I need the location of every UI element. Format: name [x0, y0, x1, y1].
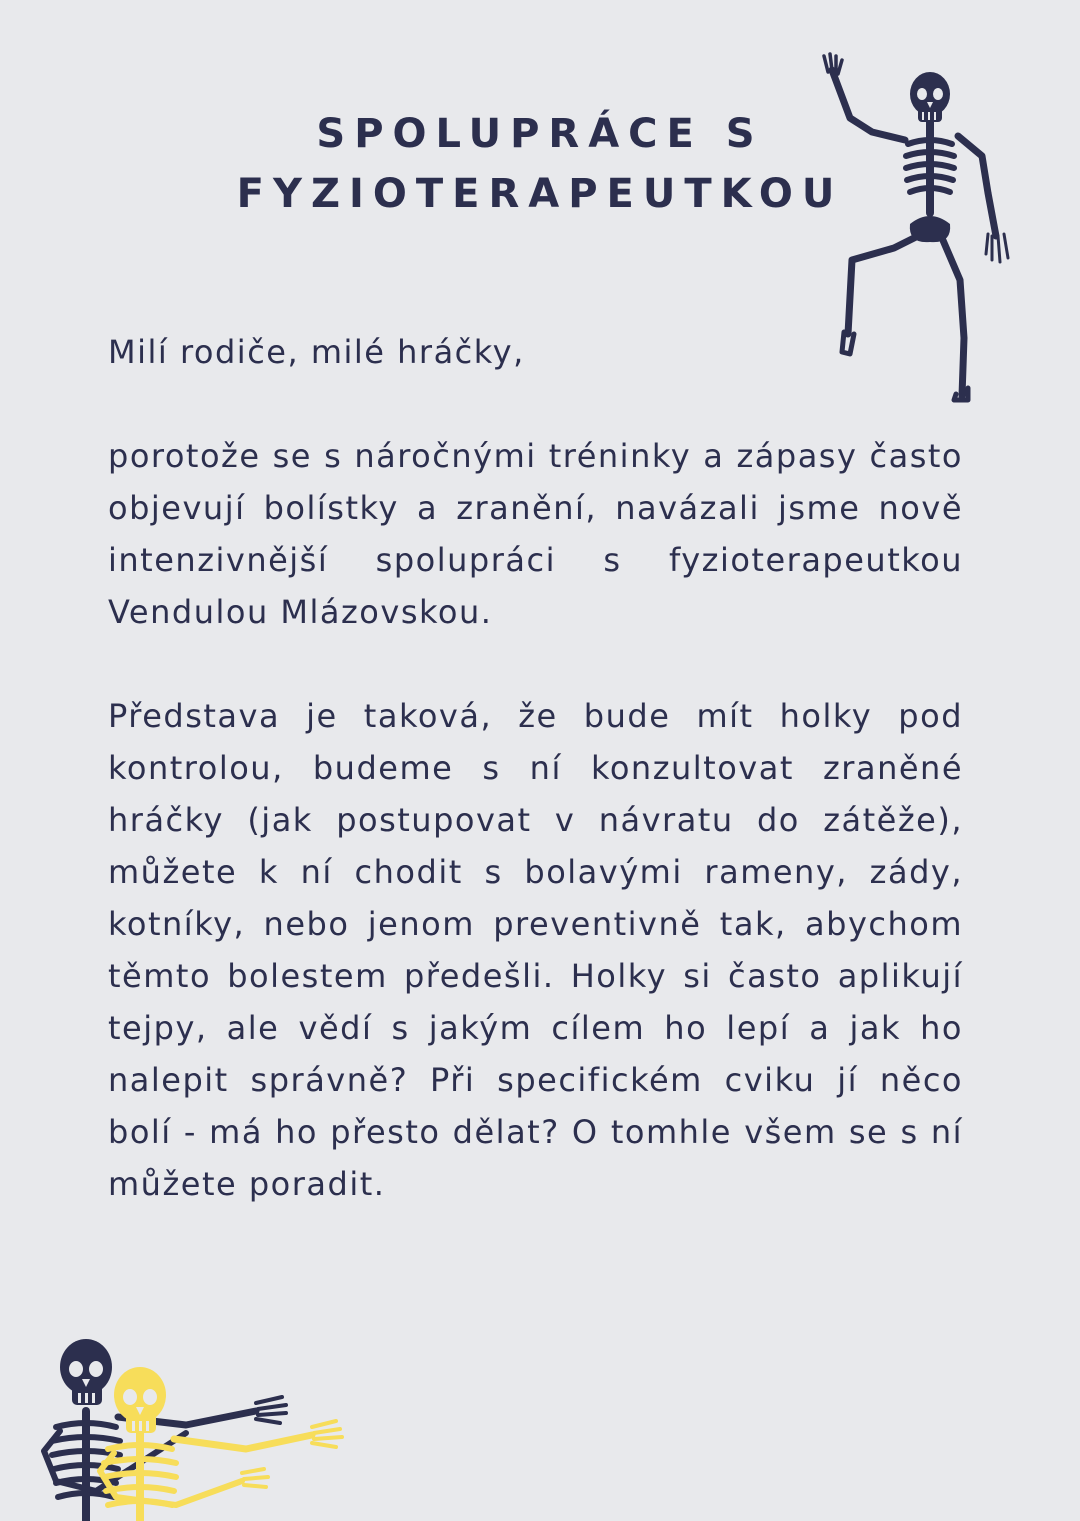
- paragraph-2: Představa je taková, že bude mít holky pod kontrolou, budeme s ní konzultovat zraněné hráčky (jak postupovat v návratu do zátěže), můžete k ní chodit s bolavými rameny, zády, kotníky, nebo jenom preventivně tak, abychom těmto bolestem předešli. Holky si často aplikují tejpy, ale vědí s jakým cílem ho lepí a jak ho nalepit správně? Při specifickém cviku jí něco bolí - má ho přesto dělat? O tomhle všem se s ní můžete poradit.: [108, 697, 963, 1203]
- letter-body: [108, 326, 963, 1262]
- page-title: [160, 104, 920, 224]
- title-line-1: SPOLUPRÁCE S: [316, 111, 764, 157]
- paragraph-1: porotože se s náročnými tréninky a zápasy často objevují bolístky a zranění, navázali jsme nově intenzivnější spolupráci s fyzioterapeutkou Vendulou Mlázovskou.: [108, 437, 963, 631]
- greeting: Milí rodiče, milé hráčky,: [108, 333, 525, 371]
- title-line-2: FYZIOTERAPEUTKOU: [236, 171, 844, 217]
- skeleton-dab-pair-icon: [36, 1331, 356, 1521]
